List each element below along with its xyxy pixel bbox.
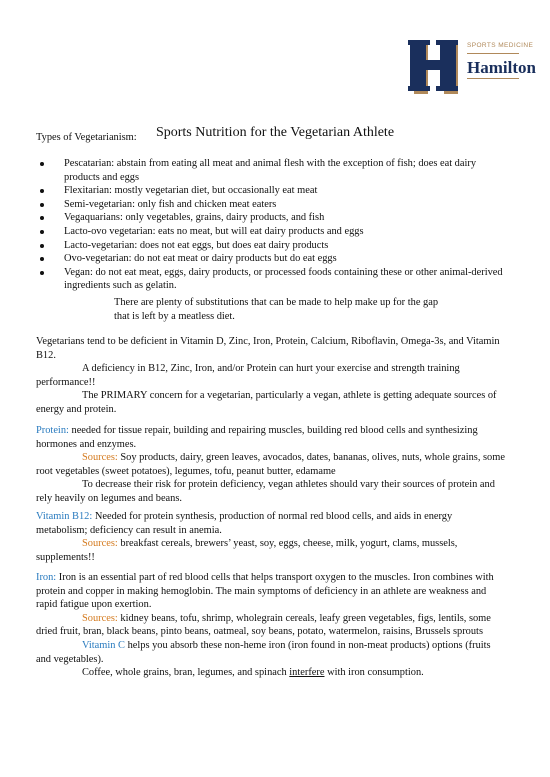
- coffee-paragraph: Coffee, whole grains, bran, legumes, and spinach interfere with iron consumption.: [82, 667, 424, 679]
- protein-section: [36, 424, 506, 506]
- bullet-icon: [40, 203, 44, 207]
- list-item: Flexitarian: mostly vegetarian diet, but occasionally eat meat: [36, 184, 506, 198]
- list-item: Ovo-vegetarian: do not eat meat or dairy products but do eat eggs: [36, 252, 506, 266]
- list-item: Lacto-vegetarian: does not eat eggs, but does eat dairy products: [36, 239, 506, 253]
- vitamin-c-label: Vitamin C: [82, 639, 125, 651]
- hamilton-h-emblem-icon: [408, 40, 464, 98]
- bullet-icon: [40, 230, 44, 234]
- iron-section: [36, 571, 506, 680]
- iron-sources: Sources: kidney beans, tofu, shrimp, wholegrain cereals, leafy green vegetables, figs, lentils, some dried fruit, bran, black beans, pinto beans, oatmeal, soy beans, potato, watermelon, raisins, Brussels sprouts: [36, 612, 491, 638]
- list-item: Vegan: do not eat meat, eggs, dairy products, or processed foods containing these or other animal-derived ingredients such as gelatin.: [36, 266, 506, 293]
- sources-label: Sources:: [82, 612, 118, 624]
- bullet-icon: [40, 189, 44, 193]
- protein-sources: Sources: Soy products, dairy, green leaves, avocados, dates, bananas, olives, nuts, whole grains, some root vegetables (sweet potatoes), legumes, tofu, peanut butter, edamame: [36, 452, 505, 477]
- bullet-icon: [40, 216, 44, 220]
- page-title: Sports Nutrition for the Vegetarian Athlete: [155, 125, 395, 140]
- vitamin-c-paragraph: Vitamin C helps you absorb these non-heme iron (iron found in non-meat products) options (fruits and vegetables).: [36, 639, 491, 665]
- iron-label: Iron:: [36, 572, 57, 583]
- vegetarianism-types-list: [36, 157, 506, 293]
- list-item: Vegaquarians: only vegetables, grains, dairy products, and fish: [36, 211, 506, 225]
- types-heading: Types of Vegetarianism:: [36, 132, 137, 143]
- b12-sources: Sources: breakfast cereals, brewers’ yeast, soy, eggs, cheese, milk, yogurt, clams, mussels, supplements!!: [36, 538, 458, 563]
- sources-label: Sources:: [82, 452, 118, 464]
- deficiency-section: [36, 335, 506, 417]
- sources-label: Sources:: [82, 538, 118, 550]
- logo-wordmark: Hamilton: [467, 58, 536, 77]
- bullet-icon: [40, 162, 44, 166]
- list-item: Pescatarian: abstain from eating all meat and animal flesh with the exception of fish; does eat dairy products and eggs: [36, 157, 506, 184]
- interfere-underlined: interfere: [289, 667, 325, 679]
- iron-paragraph: Iron: Iron is an essential part of red blood cells that helps transport oxygen to the muscles. Iron combines with protein and copper in making hemoglobin. The main symptoms of deficiency in an athlete are weakness and rapid fatigue upon exertion.: [36, 572, 494, 611]
- primary-concern-paragraph: The PRIMARY concern for a vegetarian, particularly a vegan, athlete is getting adequate sources of energy and protein.: [36, 390, 497, 415]
- logo-rule: [467, 53, 519, 54]
- substitution-note: There are plenty of substitutions that can be made to help make up for the gap that is left by a meatless diet.: [114, 297, 439, 322]
- performance-paragraph: A deficiency in B12, Zinc, Iron, and/or Protein can hurt your exercise and strength training performance!!: [36, 363, 460, 388]
- bullet-icon: [40, 257, 44, 261]
- hamilton-sports-medicine-logo: [408, 40, 536, 98]
- protein-label: Protein:: [36, 425, 69, 436]
- list-item: Semi-vegetarian: only fish and chicken meat eaters: [36, 198, 506, 212]
- deficient-paragraph: Vegetarians tend to be deficient in Vitamin D, Zinc, Iron, Protein, Calcium, Riboflavin, Omega-3s, and Vitamin B12.: [36, 336, 500, 361]
- b12-section: [36, 510, 506, 564]
- bullet-icon: [40, 244, 44, 248]
- b12-label: Vitamin B12:: [36, 511, 93, 522]
- b12-paragraph: Vitamin B12: Needed for protein synthesis, production of normal red blood cells, and aids in energy metabolism; deficiency can result in anemia.: [36, 511, 453, 536]
- protein-note: To decrease their risk for protein deficiency, vegan athletes should vary their sources of protein and rely heavily on legumes and beans.: [36, 479, 495, 504]
- list-item: Lacto-ovo vegetarian: eats no meat, but will eat dairy products and eggs: [36, 225, 506, 239]
- bullet-icon: [40, 271, 44, 275]
- logo-rule-bottom: [467, 78, 519, 79]
- protein-paragraph: Protein: needed for tissue repair, building and repairing muscles, building red blood cells and synthesizing hormones and enzymes.: [36, 425, 478, 450]
- logo-tagline: SPORTS MEDICINE: [467, 42, 534, 49]
